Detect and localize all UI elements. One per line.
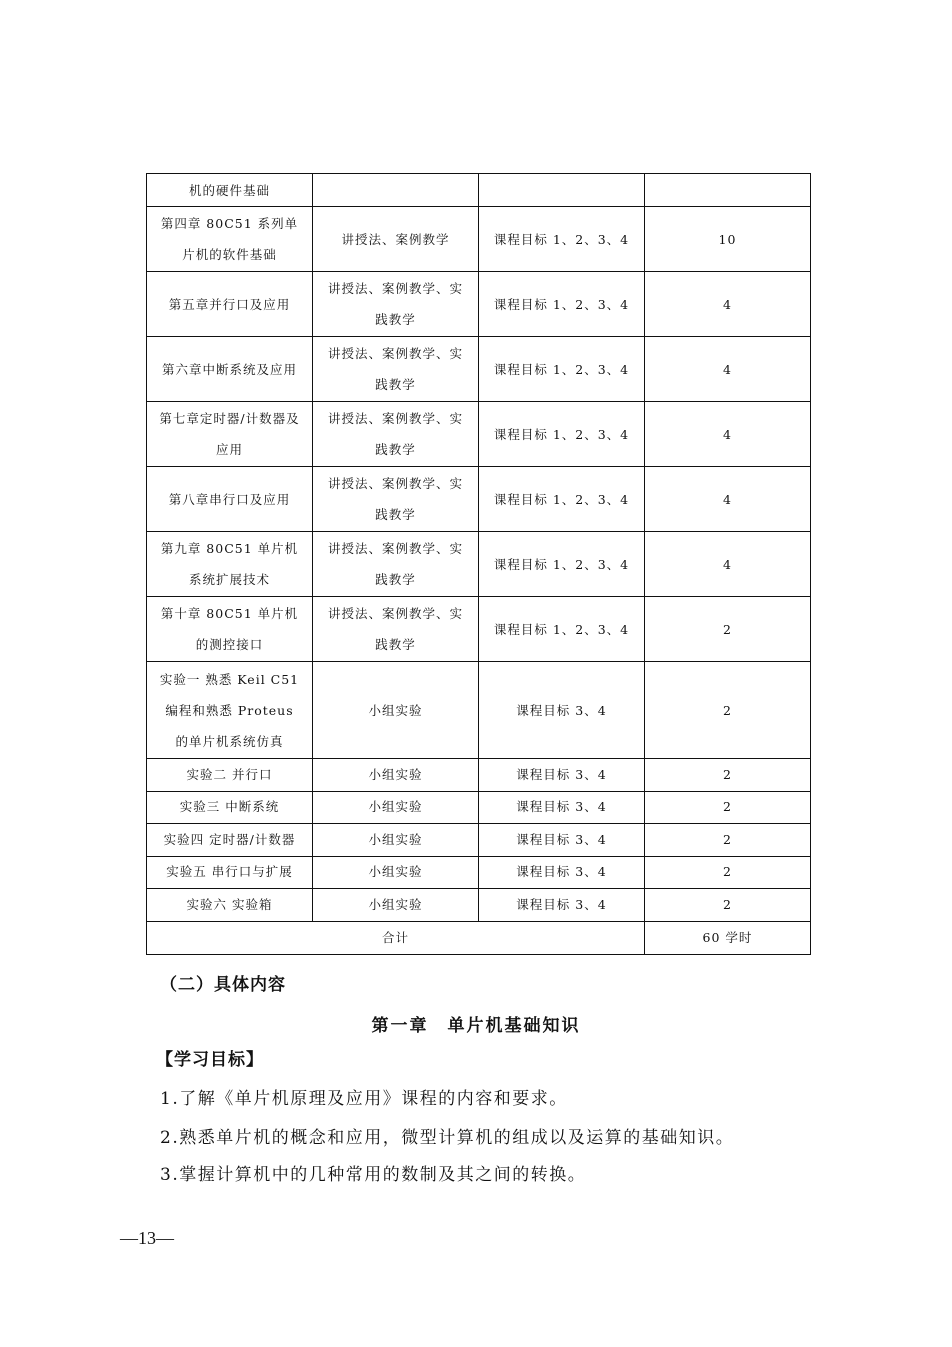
objective-cell: 课程目标 3、4 (479, 759, 645, 792)
chapter-cell: 实验四 定时器/计数器 (147, 824, 313, 857)
chapter-cell: 第七章定时器/计数器及应用 (147, 402, 313, 467)
objective-cell: 课程目标 3、4 (479, 856, 645, 889)
hours-cell: 10 (645, 207, 811, 272)
table-row (147, 662, 811, 759)
chapter-cell: 实验三 中断系统 (147, 791, 313, 824)
chapter-cell: 第十章 80C51 单片机的测控接口 (147, 597, 313, 662)
hours-cell: 4 (645, 532, 811, 597)
hours-cell: 2 (645, 856, 811, 889)
chapter-cell: 实验一 熟悉 Keil C51 编程和熟悉 Proteus 的单片机系统仿真 (147, 662, 313, 759)
hours-cell: 2 (645, 824, 811, 857)
table-row (147, 337, 811, 402)
method-cell: 小组实验 (313, 759, 479, 792)
hours-cell: 2 (645, 662, 811, 759)
objective-cell (479, 174, 645, 207)
method-cell: 讲授法、案例教学、实践教学 (313, 467, 479, 532)
table-row (147, 791, 811, 824)
total-hours: 60 学时 (645, 921, 811, 954)
objective-cell: 课程目标 1、2、3、4 (479, 207, 645, 272)
objective-cell: 课程目标 1、2、3、4 (479, 467, 645, 532)
total-label: 合计 (147, 921, 645, 954)
objective-cell: 课程目标 3、4 (479, 791, 645, 824)
objective-cell: 课程目标 3、4 (479, 824, 645, 857)
hours-cell: 4 (645, 272, 811, 337)
method-cell: 小组实验 (313, 662, 479, 759)
chapter-cell: 机的硬件基础 (147, 174, 313, 207)
hours-cell (645, 174, 811, 207)
objectives-heading: 【学习目标】 (156, 1050, 264, 1070)
objective-item: 1.了解《单片机原理及应用》课程的内容和要求。 (160, 1089, 568, 1109)
table-row (147, 207, 811, 272)
method-cell: 讲授法、案例教学 (313, 207, 479, 272)
method-cell: 讲授法、案例教学、实践教学 (313, 337, 479, 402)
chapter-cell: 实验六 实验箱 (147, 889, 313, 922)
table-row (147, 889, 811, 922)
teaching-schedule-table (146, 173, 811, 955)
hours-cell: 2 (645, 759, 811, 792)
hours-cell: 4 (645, 467, 811, 532)
method-cell (313, 174, 479, 207)
total-row (147, 921, 811, 954)
objective-cell: 课程目标 3、4 (479, 889, 645, 922)
chapter-cell: 实验二 并行口 (147, 759, 313, 792)
chapter-cell: 第五章并行口及应用 (147, 272, 313, 337)
objective-cell: 课程目标 1、2、3、4 (479, 597, 645, 662)
objective-cell: 课程目标 1、2、3、4 (479, 402, 645, 467)
objective-item: 3.掌握计算机中的几种常用的数制及其之间的转换。 (160, 1165, 587, 1185)
chapter-cell: 第四章 80C51 系列单片机的软件基础 (147, 207, 313, 272)
chapter-cell: 第九章 80C51 单片机系统扩展技术 (147, 532, 313, 597)
method-cell: 小组实验 (313, 824, 479, 857)
table-row (147, 467, 811, 532)
table-row (147, 402, 811, 467)
objective-cell: 课程目标 3、4 (479, 662, 645, 759)
table-row (147, 174, 811, 207)
objective-item: 2.熟悉单片机的概念和应用，微型计算机的组成以及运算的基础知识。 (160, 1128, 735, 1148)
page-number: —13— (120, 1228, 174, 1248)
hours-cell: 2 (645, 791, 811, 824)
objective-cell: 课程目标 1、2、3、4 (479, 532, 645, 597)
hours-cell: 2 (645, 889, 811, 922)
method-cell: 小组实验 (313, 889, 479, 922)
hours-cell: 4 (645, 402, 811, 467)
table-row (147, 824, 811, 857)
chapter-cell: 实验五 串行口与扩展 (147, 856, 313, 889)
table-row (147, 856, 811, 889)
method-cell: 讲授法、案例教学、实践教学 (313, 272, 479, 337)
chapter-title: 第一章 单片机基础知识 (371, 1016, 581, 1036)
method-cell: 讲授法、案例教学、实践教学 (313, 532, 479, 597)
objective-cell: 课程目标 1、2、3、4 (479, 337, 645, 402)
table-row (147, 532, 811, 597)
method-cell: 讲授法、案例教学、实践教学 (313, 597, 479, 662)
table-row (147, 759, 811, 792)
hours-cell: 4 (645, 337, 811, 402)
table-row (147, 597, 811, 662)
table-row (147, 272, 811, 337)
chapter-cell: 第六章中断系统及应用 (147, 337, 313, 402)
objective-cell: 课程目标 1、2、3、4 (479, 272, 645, 337)
hours-cell: 2 (645, 597, 811, 662)
method-cell: 讲授法、案例教学、实践教学 (313, 402, 479, 467)
section-title: （二）具体内容 (160, 975, 286, 995)
method-cell: 小组实验 (313, 791, 479, 824)
chapter-cell: 第八章串行口及应用 (147, 467, 313, 532)
method-cell: 小组实验 (313, 856, 479, 889)
